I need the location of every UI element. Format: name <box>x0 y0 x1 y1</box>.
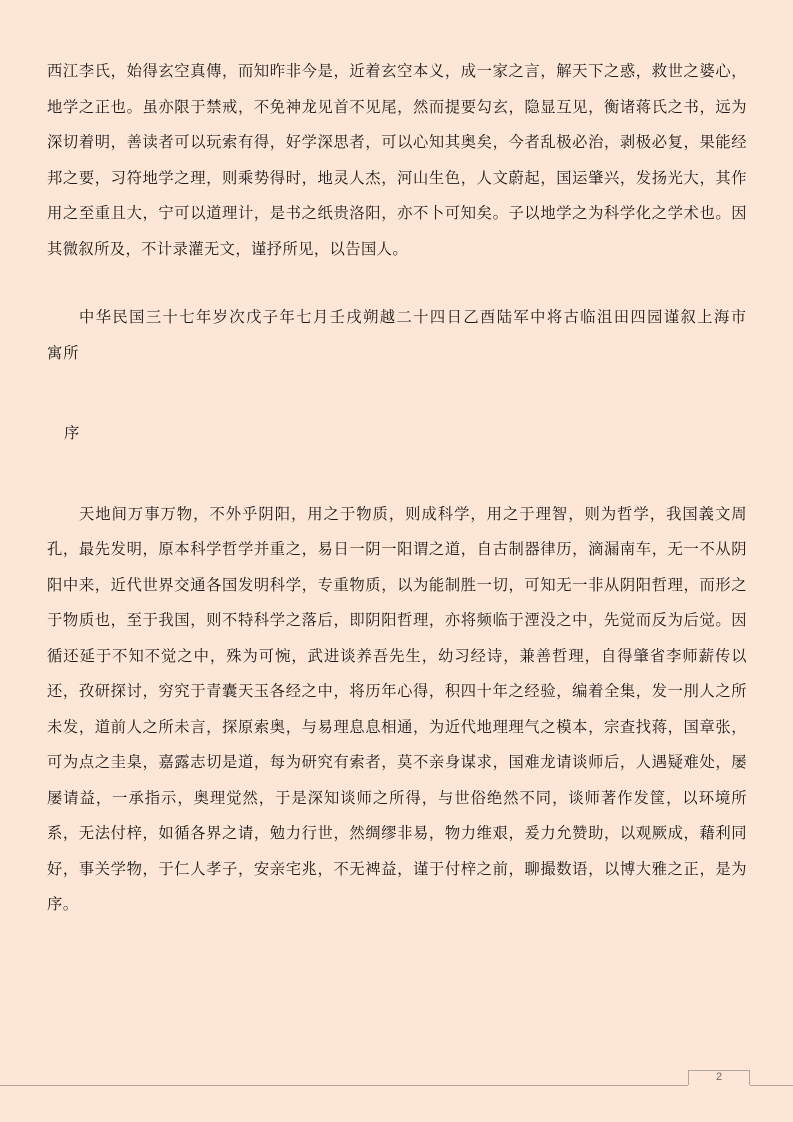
continuation-paragraph: 西江李氏，始得玄空真傳，而知昨非今是，近着玄空本义，成一家之言，解天下之惑，救世之婆心，地学之正也。虽亦限于禁戒，不免神龙见首不见尾，然而提要勾玄，隐显互见，衡诸蒋氏之书，远为深切着明，善读者可以玩索有得，好学深思者，可以心知其奥矣，今者乱极必治，剥极必复，果能经邦之要，习符地学之理，则乘势得时，地灵人杰，河山生色，人文蔚起，国运肇兴，发扬光大，其作用之至重且大，宁可以道理计，是书之纸贵洛阳，亦不卜可知矣。子以地学之为科学化之学术也。因其微叙所及，不计录灌无文，谨抒所见，以告国人。 <box>47 62 747 258</box>
date-line: 中华民国三十七年岁次戊子年七月壬戌朔越二十四日乙酉陆军中将古临沮田四园谨叙上海市寓所 <box>47 308 747 362</box>
footer-rule-right <box>750 1085 793 1086</box>
page-body <box>47 54 747 923</box>
preface-paragraph: 天地间万事万物，不外乎阴阳，用之于物质，则成科学，用之于理智，则为哲学，我国義文周孔，最先发明，原本科学哲学并重之，易日一阴一阳谓之道，自古制器律历，滴漏南车，无一不从阴阳中来，近代世界交通各国发明科学，专重物质，以为能制胜一切，可知无一非从阴阳哲理，而形之于物质也，至于我国，则不特科学之落后，即阴阳哲理，亦将频临于湮没之中，先觉而反为后觉。因循还延于不知不觉之中，殊为可惋，武进谈养吾先生，幼习经诗，兼善哲理，自得肇省李师薪传以还，孜研探讨，穷究于青囊天玉各经之中，将历年心得，积四十年之经验，编着全集，发一刖人之所未发，道前人之所未言，探原索奥，与易理息息相通，为近代地理理气之模本，宗查找蒋，国章张，可为点之圭臬，嘉露志切是道，每为研究有索者，莫不亲身谋求，国难龙请谈师后，人遇疑难处，屡屡请益，一承指示，奥理觉然，于是深知谈师之所得，与世俗绝然不同，谈师著作发筐，以环境所系，无法付梓，如循各界之请，勉力行世，然绸缪非易，物力维艰，爰力允赞助，以观厥成，藉利同好，事关学物，于仁人孝子，安亲宅兆，不无裨益，谨于付梓之前，聊撮数语，以博大雅之正，是为序。 <box>47 504 747 913</box>
section-heading: 序 <box>64 424 80 442</box>
page-number: 2 <box>715 1071 723 1083</box>
footer-rule <box>0 1085 688 1086</box>
